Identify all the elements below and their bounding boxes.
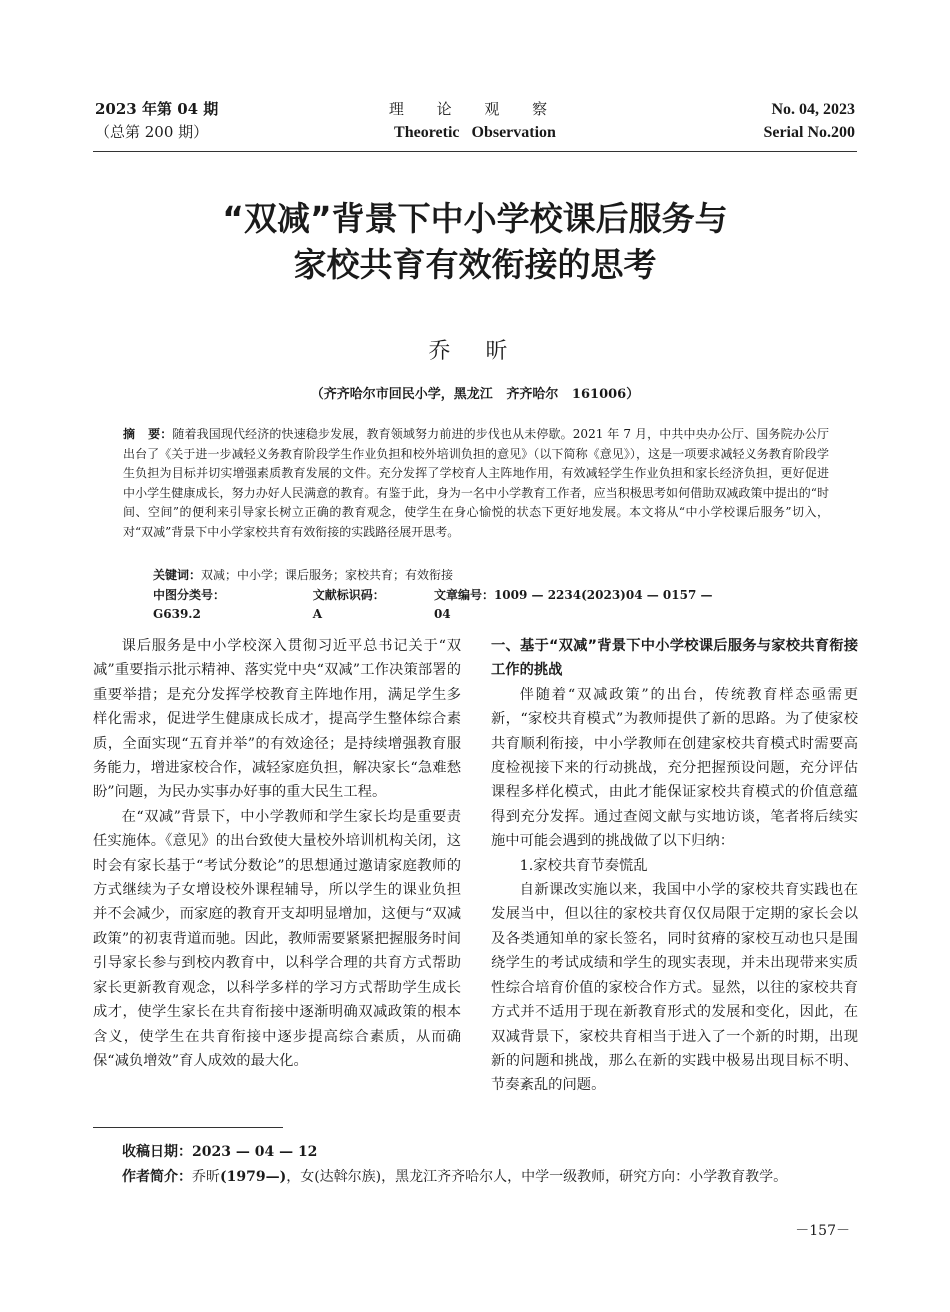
title-line-1: “双减”背景下中小学校课后服务与 [222, 199, 728, 238]
doc-code-value: A [312, 607, 323, 621]
issue-info-en [763, 98, 855, 144]
author-affiliation: （齐齐哈尔市回民小学，黑龙江 齐齐哈尔 161006） [310, 387, 640, 402]
author-bio [122, 1166, 787, 1188]
page-number: －157－ [795, 1223, 850, 1239]
received-value: 2023 — 04 — 12 [192, 1144, 318, 1160]
paragraph: 课后服务是中小学校深入贯彻习近平总书记关于“双减”重要指示批示精神、落实党中央“双减”工作决策部署的重要举措；是充分发挥学校教育主阵地作用，满足学生多样化需求，促进学生健康成长成才，提高学生整体综合素质，全面实现“五育并举”的有效途径；是持续增强教育服务能力，增进家校合作，减轻家庭负担，解决家长“急难愁盼”问题，为民办实事办好事的重大民生工程。 [93, 638, 461, 801]
abstract-text: 随着我国现代经济的快速稳步发展，教育领域努力前进的步伐也从未停歇。2021 年 7 月，中共中央办公厅、国务院办公厅出台了《关于进一步减轻义务教育阶段学生作业负担和校外培训负担的意见》（以下简称《意见》），这是一项要求减轻义务教育阶段学生负担为目标并切实增强素质教育发展的文件。充分发挥了学校育人主阵地作用，有效减轻学生作业负担和家长经济负担，更好促进中小学生健康成长，努力办好人民满意的教育。有鉴于此，身为一名中小学教育工作者，应当积极思考如何借助双减政策中提出的“时间、空间”的便利来引导家长树立正确的教育观念，使学生在身心愉悦的状态下更好地发展。本文将从“中小学校课后服务”切入，对“双减”背景下中小学家校共育有效衔接的实践路径展开思考。 [123, 427, 829, 539]
keywords-text: 双减；中小学；课后服务；家校共育；有效衔接 [201, 568, 454, 582]
clc-value: G639.2 [153, 607, 201, 621]
body-right-column [491, 634, 858, 1098]
keywords [153, 566, 453, 585]
header-divider [93, 151, 857, 152]
abstract [123, 425, 829, 542]
paragraph: 自新课改实施以来，我国中小学的家校共育实践也在发展当中，但以往的家校共育仅仅局限于定期的家长会以及各类通知单的家长签名，同时贫瘠的家校互动也只是围绕学生的考试成绩和学生的现实表现，并未出现带来实质性综合培育价值的家校合作方式。显然，以往的家校共育方式并不适用于现在新教育形式的发展和变化，因此，在双减背景下，家校共育相当于进入了一个新的时期，出现新的问题和挑战，那么在新的实践中极易出现目标不明、节奏紊乱的问题。 [491, 882, 858, 1094]
author-name: 乔 昕 [428, 339, 522, 364]
serial-number-cn: （总第 200 期） [95, 123, 209, 141]
issue-number-cn: 2023 年第 04 期 [95, 100, 219, 118]
paragraph: 在“双减”背景下，中小学教师和学生家长均是重要责任实施体。《意见》的出台致使大量校外培训机构关闭，这时会有家长基于“考试分数论”的思想通过邀请家庭教师的方式继续为子女增设校外课程辅导，所以学生的课业负担并不会减少，而家庭的教育开支却明显增加，这便与“双减政策”的初衷背道而驰。因此，教师需要紧紧把握服务时间引导家长参与到校内教育中，以科学合理的共育方式帮助家长更新教育观念，以科学多样的学习方式帮助学生成长成才，使学生家长在共育衔接中逐渐明确双减政策的根本含义，使学生在共育衔接中逐步提高综合素质，从而确保“减负增效”育人成效的最大化。 [93, 808, 461, 1069]
bio-text: ，女(达斡尔族)，黑龙江齐齐哈尔人，中学一级教师，研究方向：小学教育教学。 [286, 1169, 788, 1185]
paragraph: 伴随着“双减政策”的出台，传统教育样态亟需更新，“家校共育模式”为教师提供了新的思路。为了使家校共育顺利衔接，中小学教师在创建家校共育模式时需要高度检视接下来的行动挑战，充分把握预设问题，充分评估课程多样化模式，由此才能保证家校共育模式的价值意蕴得到充分发挥。通过查阅文献与实地访谈，笔者将后续实施中可能会遇到的挑战做了以下归纳： [491, 686, 858, 850]
article-title [0, 196, 950, 288]
bio-name: 乔昕 [192, 1169, 220, 1185]
keywords-label: 关键词： [153, 568, 202, 582]
received-date [122, 1141, 317, 1163]
footnote-divider [93, 1127, 283, 1128]
serial-number-en: Serial No.200 [763, 124, 855, 141]
received-label: 收稿日期： [122, 1144, 192, 1160]
clc-label: 中图分类号： [153, 588, 226, 602]
classification-line [153, 586, 773, 624]
article-number-label: 文章编号： [433, 588, 494, 602]
bio-year: (1979—) [220, 1169, 287, 1185]
section-heading: 一、基于“双减”背景下中小学校课后服务与家校共育衔接工作的挑战 [491, 638, 858, 679]
bio-label: 作者简介： [122, 1169, 192, 1185]
issue-number-en: No. 04, 2023 [771, 101, 855, 118]
article-number-value: 1009 — 2234(2023)04 — 0157 — 04 [433, 588, 713, 621]
subsection-heading: 1.家校共育节奏慌乱 [519, 857, 648, 874]
title-line-2: 家校共育有效衔接的思考 [293, 245, 657, 284]
body-left-column [93, 634, 461, 1073]
journal-name-en: Theoretic Observation [394, 124, 556, 141]
journal-name-cn: 理 论 观 察 [388, 100, 562, 118]
abstract-label: 摘 要： [123, 427, 173, 441]
doc-code-label: 文献标识码： [312, 588, 385, 602]
